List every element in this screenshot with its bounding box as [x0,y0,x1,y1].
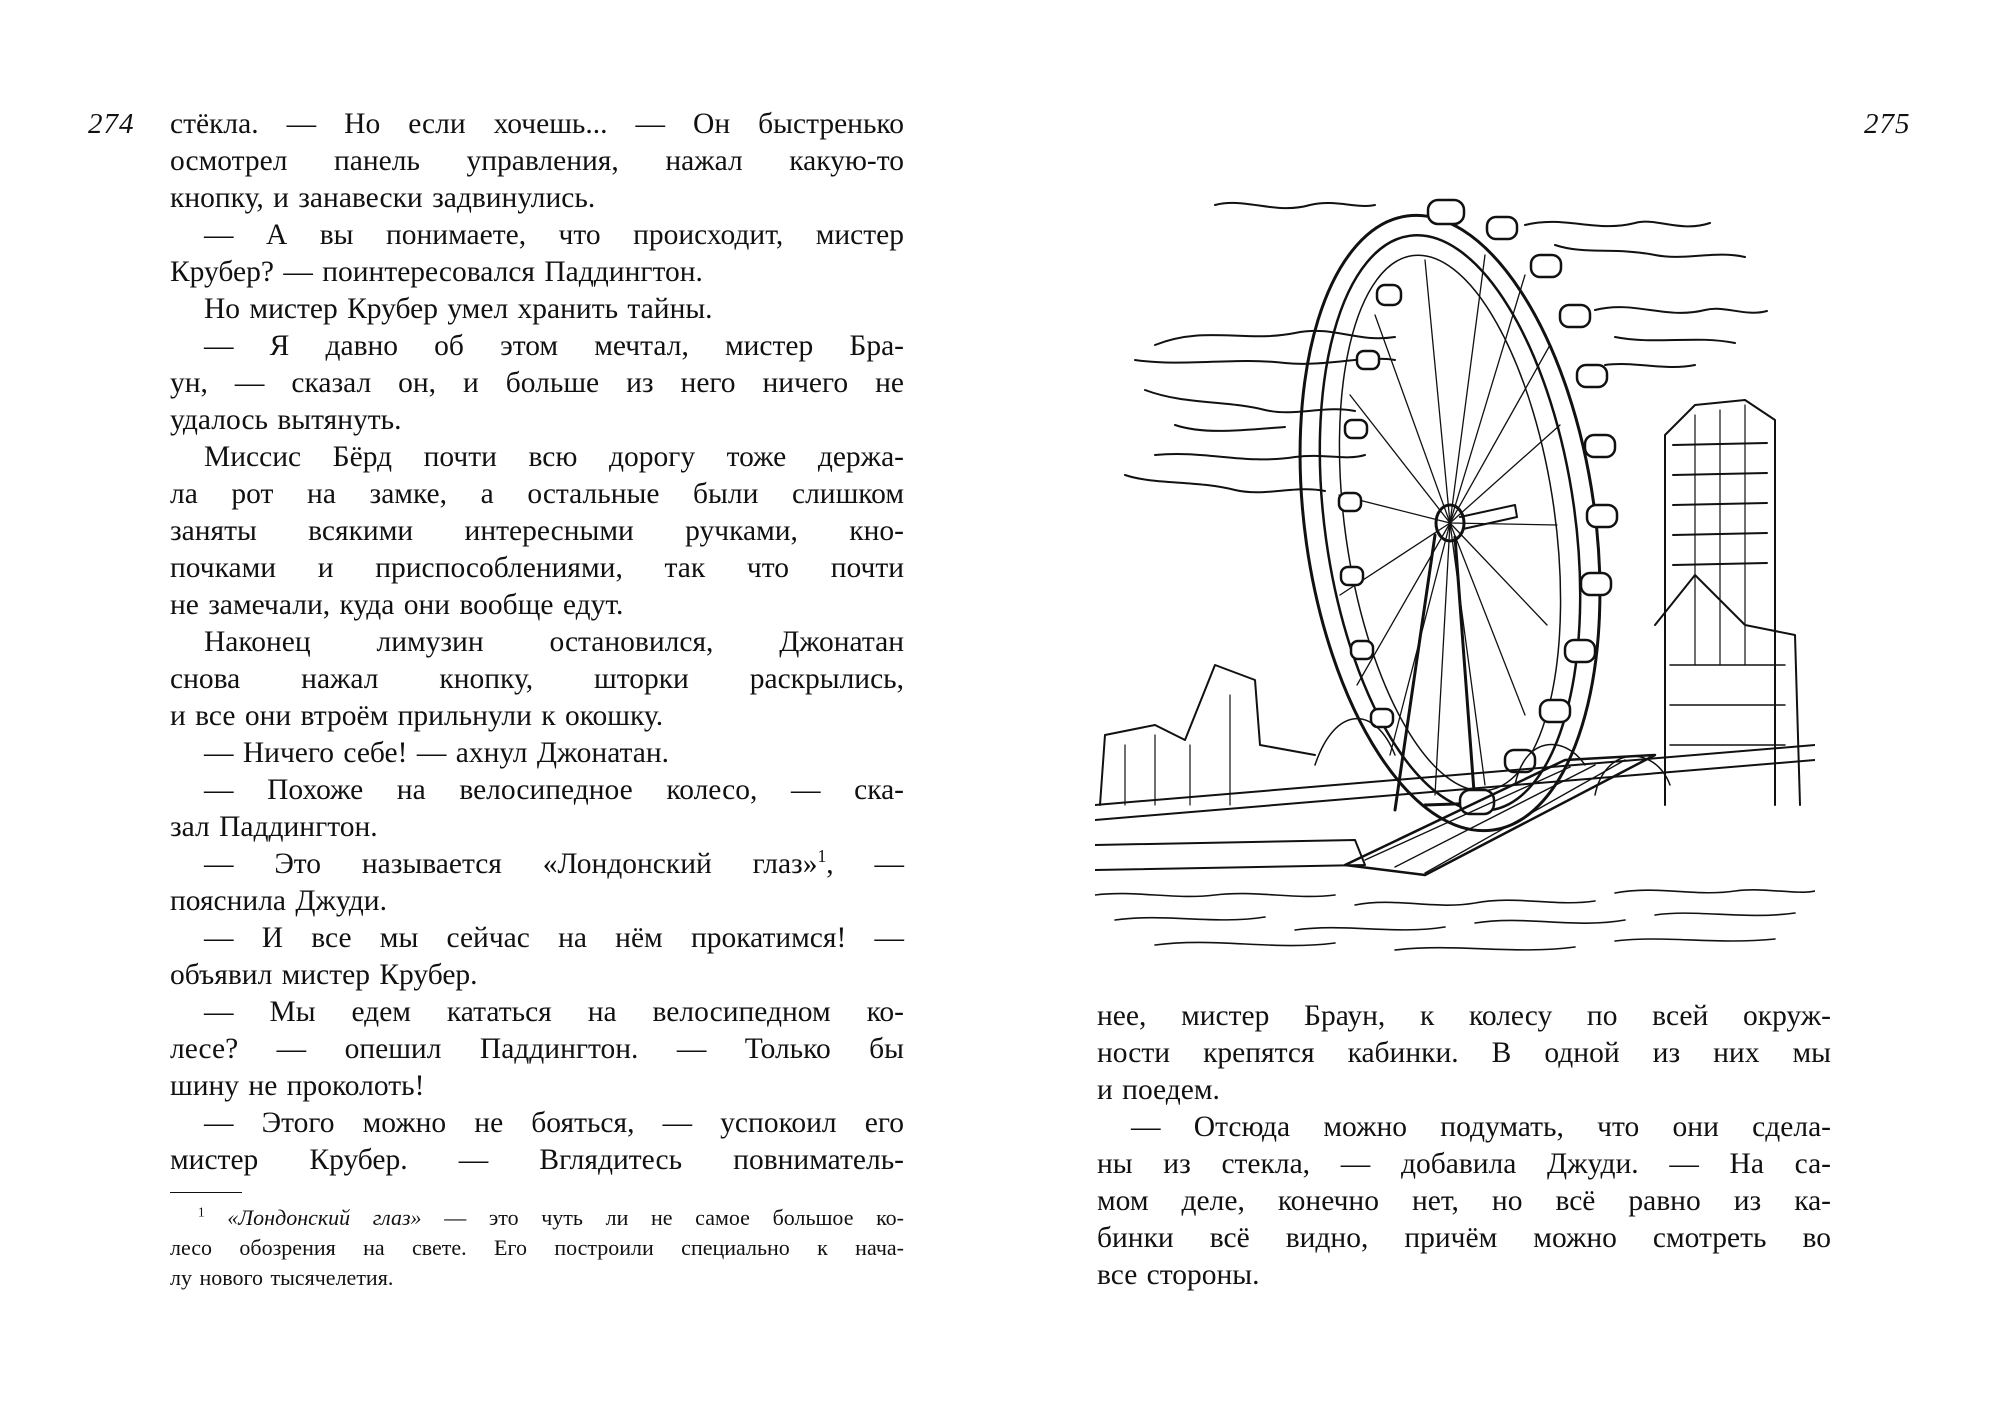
footnote-marker: 1 [198,1204,205,1220]
text-line: — Этого можно не бояться, — успокоил его [204,1107,904,1139]
text-line: пояснила Джуди. [170,885,387,917]
text-line: заняты всякими интересными ручками, кно- [170,515,904,547]
footnote-ref-text: — Это называется «Лондонский глаз» [204,848,818,880]
ferris-wheel-capsules [1339,200,1617,814]
text-line: снова нажал кнопку, шторки раскрылись, [170,663,904,695]
page-number-left: 274 [88,108,135,140]
text-line: удалось вытянуть. [170,404,402,436]
text-line: зал Паддингтон. [170,811,378,843]
text-line: осмотрел панель управления, нажал какую-то [170,145,904,177]
text-line: мом деле, конечно нет, но всё равно из ка- [1097,1185,1831,1217]
text-line: кнопку, и занавески задвинулись. [170,182,596,214]
text-line-with-footnote-ref [170,846,904,883]
text-line: бинки всё видно, причём можно смотреть во [1097,1222,1831,1254]
text-line: Но мистер Крубер умел хранить тайны. [204,293,713,325]
text-line: ности крепятся кабинки. В одной из них мы [1097,1037,1831,1069]
bridge-and-embankment [1095,745,1815,875]
text-line: ун, — сказал он, и больше из него ничего не [170,367,904,399]
footnote-line: лу нового тысячелетия. [170,1265,394,1290]
text-line: Крубер? — поинтересовался Паддингтон. [170,256,703,288]
footnote-term: «Лондонский глаз» [227,1205,422,1230]
text-line: все стороны. [1097,1259,1260,1291]
left-page-text [170,106,904,1179]
text-line: объявил мистер Крубер. [170,959,478,991]
footnote-first-line [170,1203,904,1233]
text-line: ла рот на замке, а остальные были слишком [170,478,904,510]
text-line: почками и приспособлениями, так что почти [170,552,904,584]
text-line: ны из стекла, — добавила Джуди. — На са- [1097,1148,1831,1180]
footnote-divider [170,1192,242,1193]
text-line: — Отсюда можно подумать, что они сдела- [1131,1111,1831,1143]
text-line: лесе? — опешил Паддингтон. — Только бы [170,1033,904,1065]
text-line: и все они втроём прильнули к окошку. [170,700,664,732]
text-line: — Я давно об этом мечтал, мистер Бра- [204,330,904,362]
footnote-line: лесо обозрения на свете. Его построили специально к нача- [170,1235,904,1260]
clouds [1125,203,1767,492]
london-eye-illustration [1095,105,1815,965]
footnote [170,1203,904,1293]
text-line: не замечали, куда они вообще едут. [170,589,624,621]
text-line: — Похоже на велосипедное колесо, — ска- [204,774,904,806]
text-line: — И все мы сейчас на нём прокатимся! — [204,922,904,954]
text-line: — Мы едем кататься на велосипедном ко- [204,996,904,1028]
text-line: стёкла. — Но если хочешь... — Он быстренько [170,108,904,140]
text-line: Миссис Бёрд почти всю дорогу тоже держа- [204,441,904,473]
text-line: Наконец лимузин остановился, Джонатан [204,626,904,658]
page-number-right: 275 [1864,108,1911,140]
text-line: шину не проколоть! [170,1070,425,1102]
text-line: и поедем. [1097,1074,1220,1106]
footnote-ref-tail: , — [826,848,904,880]
text-line: нее, мистер Браун, к колесу по всей окруж- [1097,1000,1831,1032]
footnote-text: — это чуть ли не самое большое ко- [421,1205,905,1230]
text-line: мистер Крубер. — Вглядитесь повниматель- [170,1144,904,1176]
river-water [1095,890,1815,950]
right-page-text [1097,998,1831,1294]
footnote-ref-marker: 1 [817,846,827,867]
text-line: — Ничего себе! — ахнул Джонатан. [204,737,670,769]
buildings [1100,400,1800,805]
text-line: — А вы понимаете, что происходит, мистер [204,219,904,251]
